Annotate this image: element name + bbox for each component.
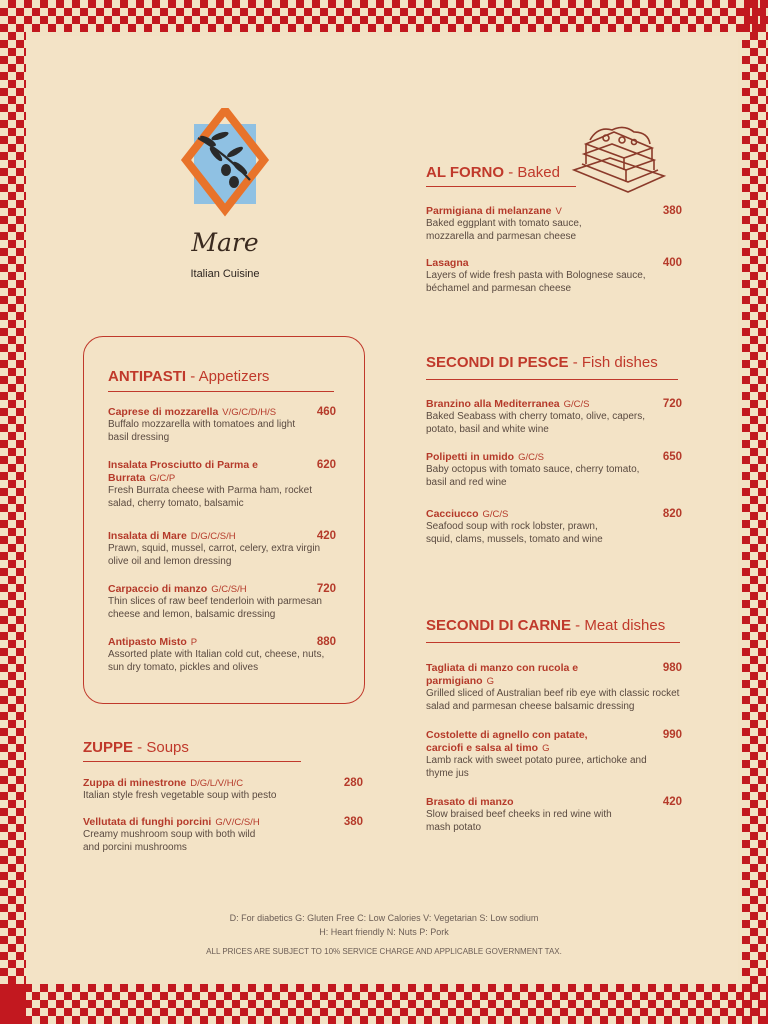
menu-item: Cacciucco G/C/S 820 Seafood soup with rock lobster, prawn, squid, clams, mussels, tomato and wine [426, 508, 682, 545]
checkered-border-left [0, 0, 26, 1024]
menu-item: Vellutata di funghi porcini G/V/C/S/H 380 Creamy mushroom soup with both wild and porcini mushrooms [83, 816, 363, 853]
menu-item: Tagliata di manzo con rucola e parmigiano G 980 Grilled sliced of Australian beef rib eye with classic rocket salad and parmesan cheese balsamic dressing [426, 662, 682, 712]
menu-item: Costolette di agnello con patate, carciofi e salsa al timo G 990 Lamb rack with sweet potato puree, artichoke and thyme jus [426, 729, 682, 779]
olive-branch-logo-icon [180, 108, 270, 218]
checkered-border-top [0, 0, 768, 32]
checkered-border-right [742, 0, 768, 1024]
menu-item: Insalata di Mare D/G/C/S/H 420 Prawn, squid, mussel, carrot, celery, extra virgin olive oil and lemon dressing [108, 530, 336, 567]
lasagna-illustration-icon [568, 118, 668, 202]
section-title-antipasti: ANTIPASTI - Appetizers [108, 368, 270, 385]
menu-item: Lasagna 400 Layers of wide fresh pasta with Bolognese sauce, béchamel and parmesan cheese [426, 257, 682, 294]
brand-name: Mare [191, 228, 259, 257]
section-rule [426, 642, 680, 643]
brand-subtitle: Italian Cuisine [190, 268, 260, 280]
menu-item: Caprese di mozzarella V/G/C/D/H/S 460 Buffalo mozzarella with tomatoes and light basil dressing [108, 406, 336, 443]
menu-item: Brasato di manzo 420 Slow braised beef cheeks in red wine with mash potato [426, 796, 682, 833]
section-title-secondi-carne: SECONDI DI CARNE - Meat dishes [426, 617, 666, 634]
section-rule [83, 761, 301, 762]
menu-item: Polipetti in umido G/C/S 650 Baby octopus with tomato sauce, cherry tomato, basil and red wine [426, 451, 682, 488]
section-rule [108, 391, 334, 392]
legend-line-1: D: For diabetics G: Gluten Free C: Low Calories V: Vegetarian S: Low sodium [229, 913, 539, 923]
menu-item: Parmigiana di melanzane V 380 Baked eggplant with tomato sauce, mozzarella and parmesan cheese [426, 205, 682, 242]
menu-item: Branzino alla Mediterranea G/C/S 720 Baked Seabass with cherry tomato, olive, capers, potato, basil and white wine [426, 398, 682, 435]
section-title-secondi-pesce: SECONDI DI PESCE - Fish dishes [426, 354, 658, 371]
section-rule [426, 379, 678, 380]
tax-note: ALL PRICES ARE SUBJECT TO 10% SERVICE CHARGE AND APPLICABLE GOVERNMENT TAX. [206, 947, 562, 956]
menu-item: Antipasto Misto P 880 Assorted plate with Italian cold cut, cheese, nuts, sun dry tomato, pickles and olives [108, 636, 336, 673]
menu-item: Zuppa di minestrone D/G/L/V/H/C 280 Italian style fresh vegetable soup with pesto [83, 777, 363, 801]
section-rule [426, 186, 576, 187]
menu-item: Carpaccio di manzo G/C/S/H 720 Thin slices of raw beef tenderloin with parmesan cheese and lemon, balsamic dressing [108, 583, 336, 620]
menu-item: Insalata Prosciutto di Parma e Burrata G/C/P 620 Fresh Burrata cheese with Parma ham, rocket salad, cherry tomato, balsamic [108, 459, 336, 509]
checkered-border-bottom [0, 984, 768, 1024]
section-title-zuppe: ZUPPE - Soups [83, 739, 189, 756]
section-title-al-forno: AL FORNO - Baked [426, 164, 560, 181]
legend-line-2: H: Heart friendly N: Nuts P: Pork [319, 927, 449, 937]
